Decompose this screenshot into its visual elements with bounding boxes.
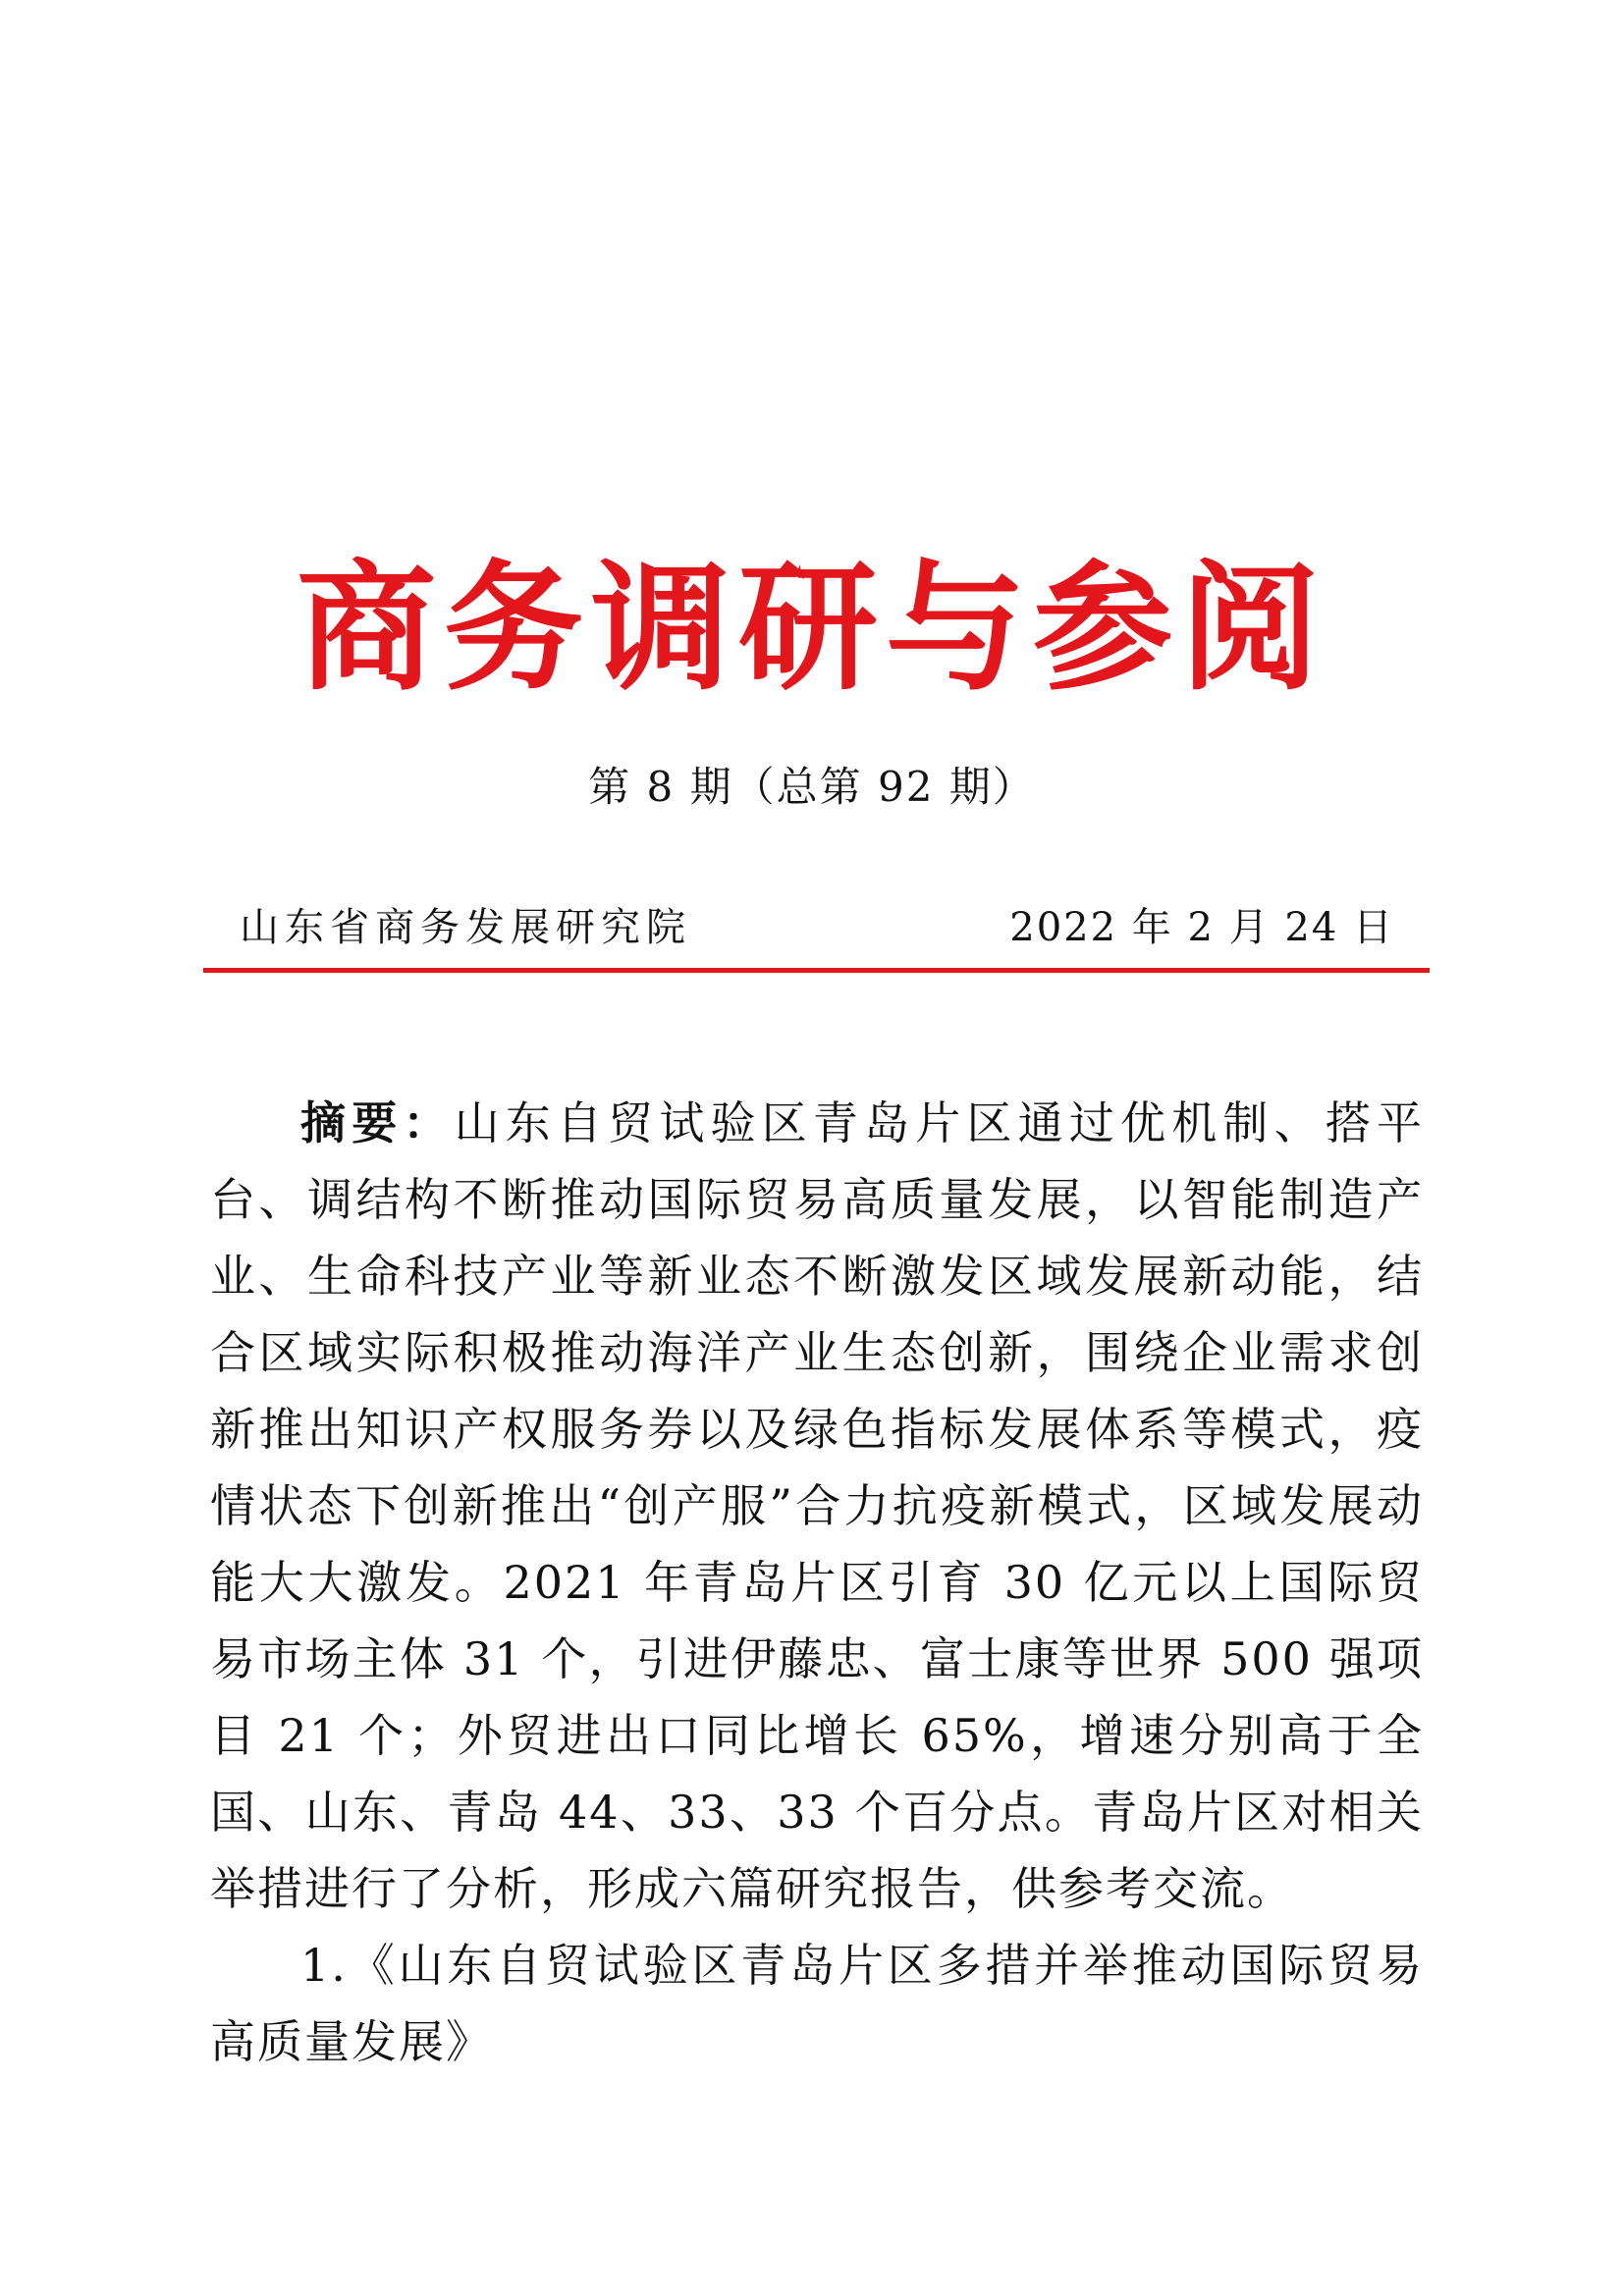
publication-date: 2022 年 2 月 24 日 [1009,905,1394,950]
abstract-text: 山东自贸试验区青岛片区通过优机制、搭平台、调结构不断推动国际贸易高质量发展，以智能制造产业、生命科技产业等新业态不断激发区域发展新动能，结合区域实际积极推动海洋产业生态创新，围绕企业需求创新推出知识产权服务券以及绿色指标发展体系等模式，疫情状态下创新推出“创产服”合力抗疫新模式，区域发展动能大大激发。2021 年青岛片区引育 30 亿元以上国际贸易市场主体 31 个，引进伊藤忠、富士康等世界 500 强项目 21 个；外贸进出口同比增长 65%，增速分别高于全国、山东、青岛 44、33、33 个百分点。青岛片区对相关举措进行了分析，形成六篇研究报告，供参考交流。 [210,1096,1425,1915]
masthead-title: 商务调研与参阅 [297,547,1327,710]
abstract-label: 摘要： [300,1096,455,1149]
publication-meta [210,898,1414,957]
document-body [210,1085,1424,2080]
red-divider-rule [203,968,1430,973]
publisher-organization: 山东省商务发展研究院 [240,905,691,950]
abstract-paragraph [210,1085,1424,1927]
issue-number: 第 8 期（总第 92 期） [588,763,1036,811]
report-list-item: 1.《山东自贸试验区青岛片区多措并举推动国际贸易高质量发展》 [210,1939,1424,2068]
